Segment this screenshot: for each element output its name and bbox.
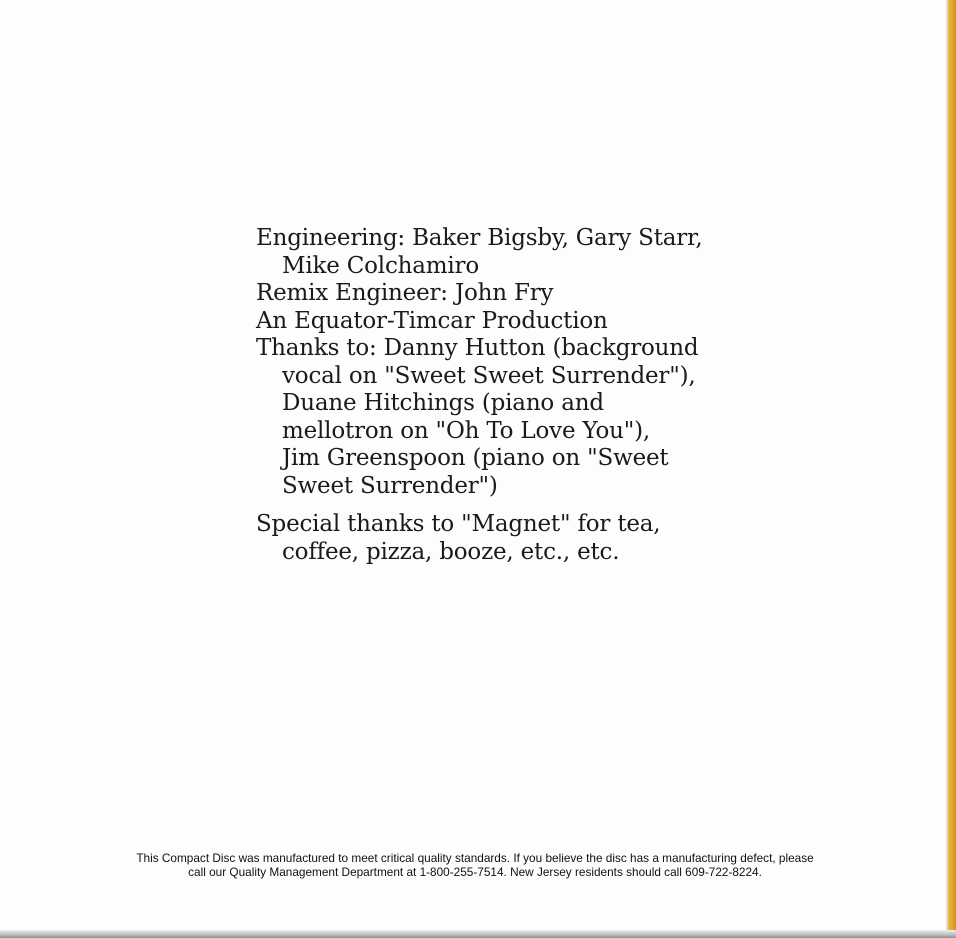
quality-notice-line: This Compact Disc was manufactured to meet critical quality standards. If you believe the disc has a manufacturing defect, please	[136, 851, 814, 865]
credit-line-remix-engineer: Remix Engineer: John Fry	[256, 280, 554, 306]
quality-notice	[60, 851, 890, 879]
credit-line-thanks-cont: Sweet Surrender")	[282, 472, 498, 499]
credit-line-thanks-cont: mellotron on "Oh To Love You"),	[282, 417, 650, 444]
quality-notice-line: call our Quality Management Department at 1-800-255-7514. New Jersey residents should call 609-722-8224.	[188, 865, 762, 879]
paragraph-gap	[256, 500, 776, 511]
credit-line-engineering: Engineering: Baker Bigsby, Gary Starr,	[256, 225, 703, 251]
special-thanks-line-cont: coffee, pizza, booze, etc., etc.	[282, 538, 620, 565]
credit-line-thanks: Thanks to: Danny Hutton (background	[256, 335, 699, 361]
credit-line-thanks-cont: Jim Greenspoon (piano on "Sweet	[282, 445, 669, 471]
credit-line-thanks-cont: Duane Hitchings (piano and	[282, 390, 604, 416]
booklet-edge-right	[946, 0, 956, 930]
credit-line-production: An Equator-Timcar Production	[256, 307, 608, 334]
special-thanks-line: Special thanks to "Magnet" for tea,	[256, 511, 661, 537]
credit-line-engineering-cont: Mike Colchamiro	[282, 252, 479, 279]
credit-line-thanks-cont: vocal on "Sweet Sweet Surrender"),	[282, 362, 696, 389]
booklet-edge-bottom	[0, 930, 956, 938]
credits-block	[256, 225, 776, 566]
